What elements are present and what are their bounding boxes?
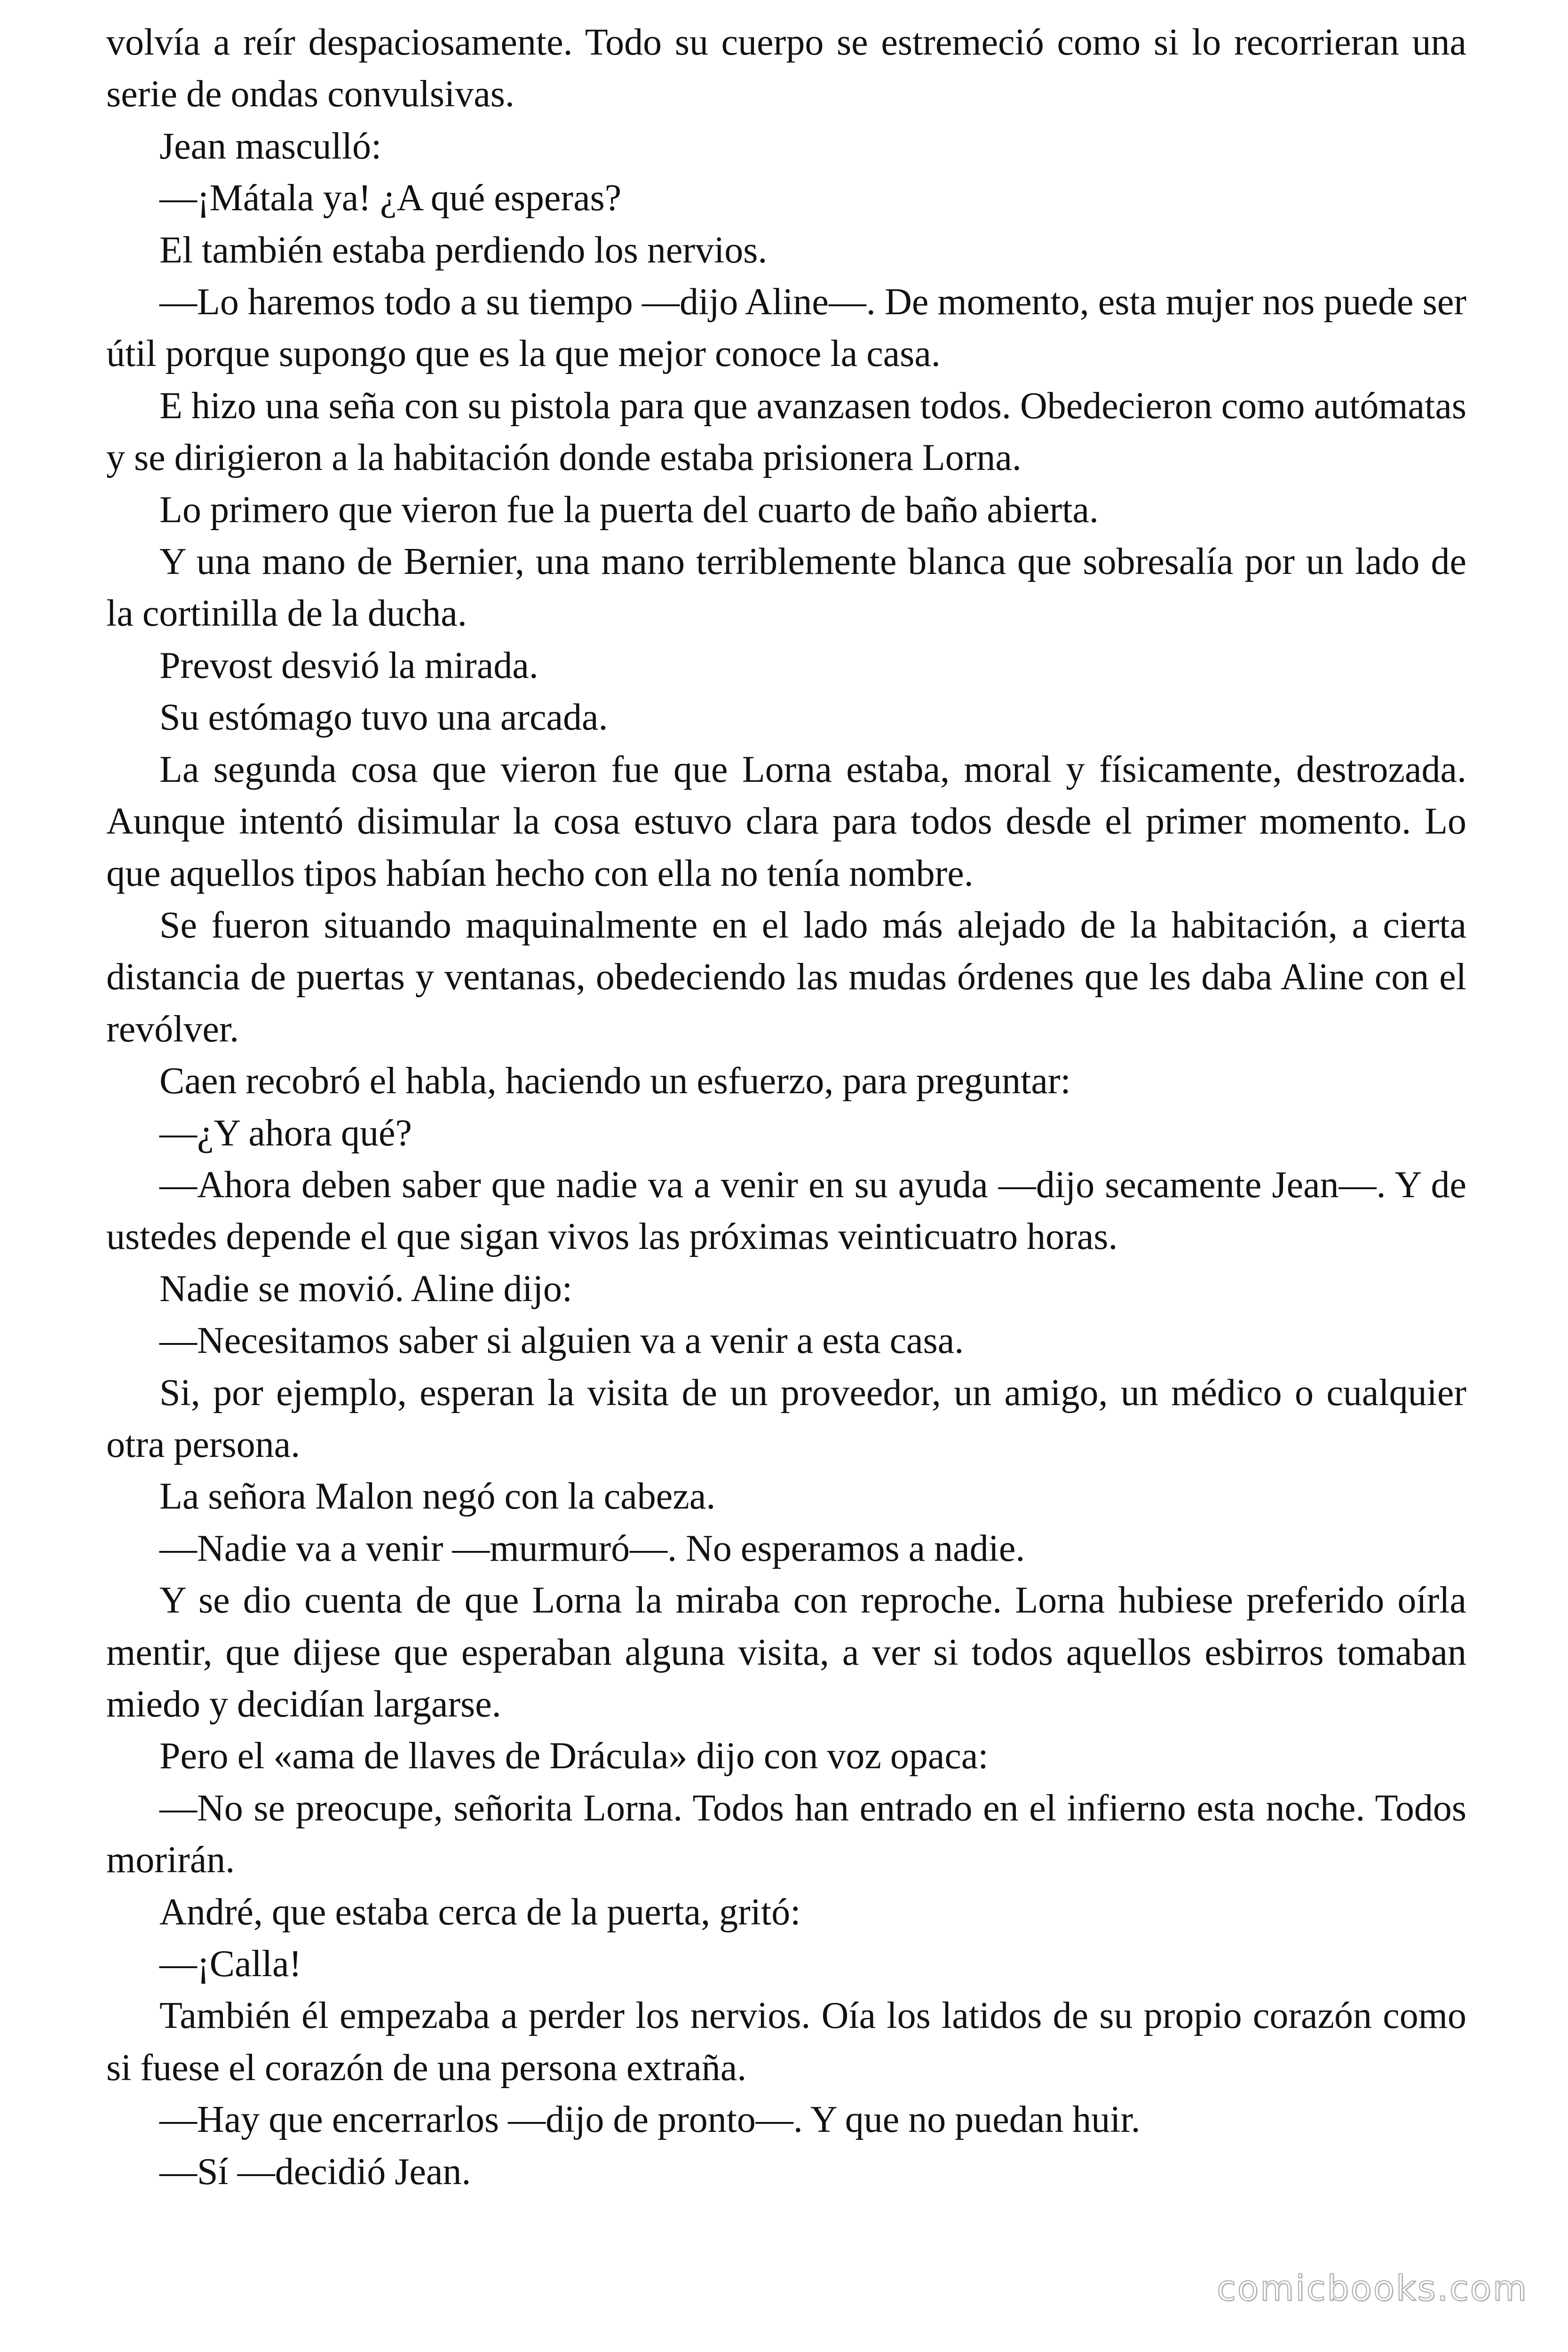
page-body [106,16,1466,2274]
paragraph-1: volvía a reír despaciosamente. Todo su cuerpo se estremeció como si lo recorrieran una serie de ondas convulsivas. [106,22,1466,115]
paragraph-3: —¡Mátala ya! ¿A qué esperas? [159,177,622,219]
paragraph-4: El también estaba perdiendo los nervios. [159,229,768,271]
paragraph-9: Prevost desvió la mirada. [159,644,539,686]
paragraph-5: —Lo haremos todo a su tiempo —dijo Aline—. De momento, esta mujer nos puede ser útil porque supongo que es la que mejor conoce la casa. [106,281,1466,375]
paragraph-8: Y una mano de Bernier, una mano terriblemente blanca que sobresalía por un lado de la cortinilla de la ducha. [106,541,1466,635]
paragraph-2: Jean masculló: [159,125,382,167]
paragraph-27: —Hay que encerrarlos —dijo de pronto—. Y que no puedan huir. [159,2099,1140,2141]
paragraph-21: Y se dio cuenta de que Lorna la miraba con reproche. Lorna hubiese preferido oírla mentir, que dijese que esperaban alguna visita, a ver si todos aquellos esbirros tomaban miedo y decidían largarse. [106,1580,1466,1725]
paragraph-18: Si, por ejemplo, esperan la visita de un proveedor, un amigo, un médico o cualquier otra persona. [106,1372,1466,1465]
paragraph-20: —Nadie va a venir —murmuró—. No esperamos a nadie. [159,1527,1025,1569]
paragraph-12: Se fueron situando maquinalmente en el lado más alejado de la habitación, a cierta distancia de puertas y ventanas, obedeciendo las mudas órdenes que les daba Aline con el revólver. [106,904,1466,1050]
paragraph-25: —¡Calla! [159,1943,302,1985]
paragraph-24: André, que estaba cerca de la puerta, gritó: [159,1891,801,1933]
paragraph-7: Lo primero que vieron fue la puerta del cuarto de baño abierta. [159,489,1099,531]
paragraph-10: Su estómago tuvo una arcada. [159,697,608,739]
paragraph-19: La señora Malon negó con la cabeza. [159,1476,716,1518]
paragraph-26: También él empezaba a perder los nervios. Oía los latidos de su propio corazón como si fuese el corazón de una persona extraña. [106,1995,1466,2089]
paragraph-16: Nadie se movió. Aline dijo: [159,1268,573,1310]
paragraph-11: La segunda cosa que vieron fue que Lorna estaba, moral y físicamente, destrozada. Aunque intentó disimular la cosa estuvo clara para todos desde el primer momento. Lo que aquellos tipos habían hecho con ella no tenía nombre. [106,748,1466,894]
paragraph-14: —¿Y ahora qué? [159,1112,412,1154]
paragraph-28: —Sí —decidió Jean. [159,2151,471,2193]
paragraph-6: E hizo una seña con su pistola para que avanzasen todos. Obedecieron como autómatas y se dirigieron a la habitación donde estaba prisionera Lorna. [106,385,1466,479]
paragraph-17: —Necesitamos saber si alguien va a venir a esta casa. [159,1320,964,1362]
paragraph-15: —Ahora deben saber que nadie va a venir en su ayuda —dijo secamente Jean—. Y de ustedes depende el que sigan vivos las próximas veinticuatro horas. [106,1164,1466,1258]
paragraph-13: Caen recobró el habla, haciendo un esfuerzo, para preguntar: [159,1060,1071,1102]
watermark-logo: comicbooks.com [1217,2268,1528,2309]
paragraph-23: —No se preocupe, señorita Lorna. Todos han entrado en el infierno esta noche. Todos morirán. [106,1787,1466,1881]
paragraph-22: Pero el «ama de llaves de Drácula» dijo con voz opaca: [159,1735,989,1777]
